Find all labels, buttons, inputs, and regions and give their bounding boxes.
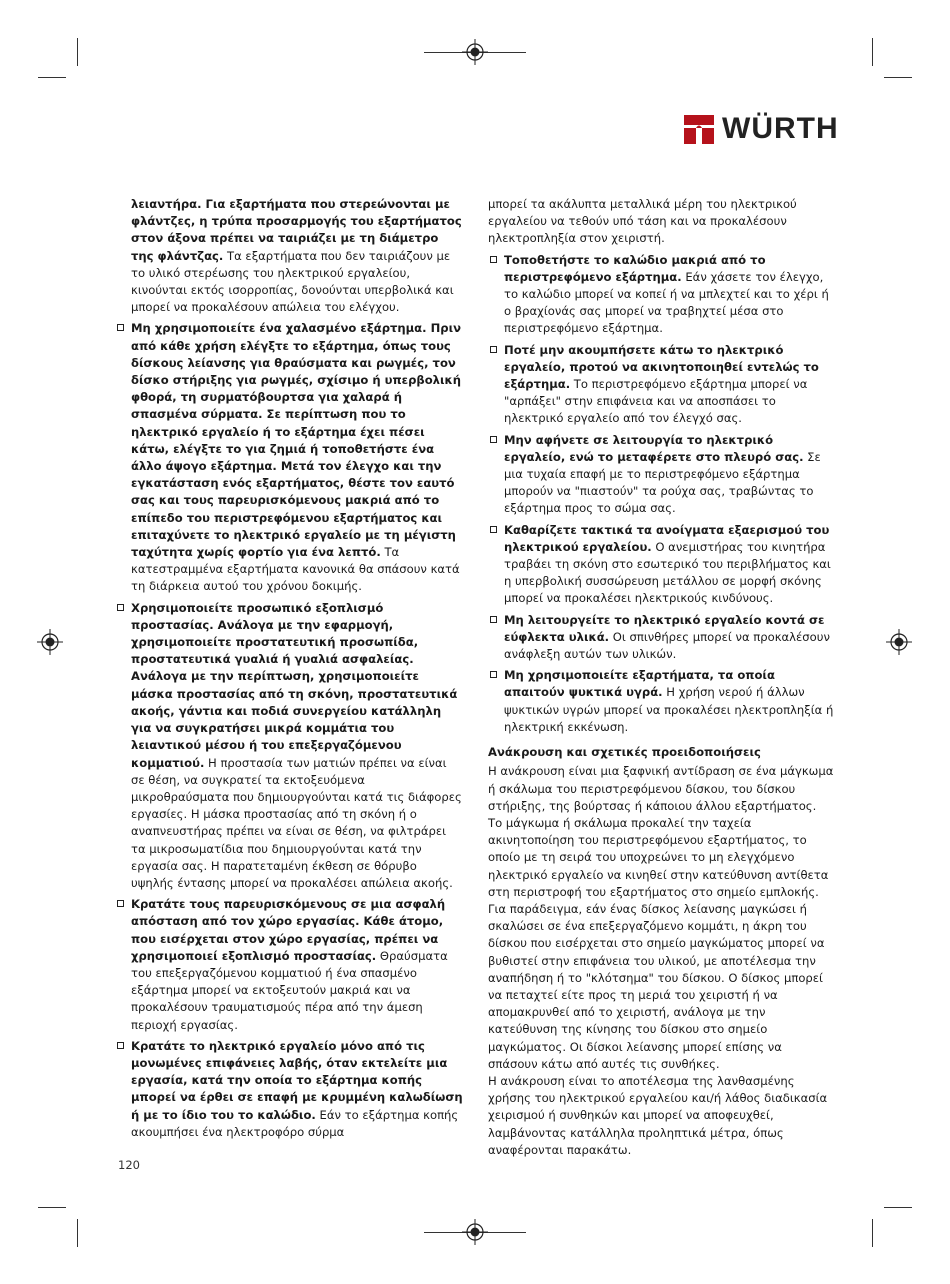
instruction-text: Θραύσματα του επεξεργαζόμενου κομματιού ή ένα σπασμένο εξάρτημα μπορεί να εκτοξευτούν μακριά και να προκαλέσουν τραυματισμούς πέρα από την άμεση περιοχή εργασίας. xyxy=(131,948,448,1032)
instruction-text: Τα κατεστραμμένα εξαρτήματα κανονικά θα σπάσουν κατά τη διάρκεια αυτού του χρόνου δοκιμής. xyxy=(131,545,460,594)
crop-mark xyxy=(77,38,78,66)
wurth-logo-icon xyxy=(682,111,716,147)
wurth-logo xyxy=(682,109,842,149)
left-column xyxy=(131,196,463,1145)
safety-instruction-item xyxy=(131,600,463,892)
wurth-logo-text: WÜRTH xyxy=(722,112,839,145)
page-number: 120 xyxy=(118,1158,140,1172)
instruction-bold-text: Χρησιμοποιείτε προσωπικό εξοπλισμό προστασίας. Ανάλογα με την εφαρμογή, χρησιμοποιείτε προστατευτική προσωπίδα, προστατευτικά γυαλιά ή γυαλιά ασφαλείας. Ανάλογα με την περίπτωση, χρησιμοποιείτε μάσκα προστασίας από τη σκόνη, προστατευτικά ακοής, γάντια και ποδιά συνεργείου κατάλληλη για να συγκρατήσει μικρά κομμάτια του λειαντικού μέσου ή του επεξεργαζόμενου κομματιού. xyxy=(131,600,458,770)
crop-mark xyxy=(884,77,912,78)
crop-mark xyxy=(38,1207,66,1208)
safety-instruction-item xyxy=(504,612,834,664)
instruction-bold-text: λειαντήρα. Για εξαρτήματα που στερεώνονται με φλάντζες, η τρύπα προσαρμογής του εξαρτήματος στον άξονα πρέπει να ταιριάζει με τη διάμετρο της φλάντζας. xyxy=(131,197,462,263)
crop-mark xyxy=(872,1219,873,1247)
instruction-bold-text: Κρατάτε το ηλεκτρικό εργαλείο μόνο από τις μονωμένες επιφάνειες λαβής, όταν εκτελείτε μια εργασία, κατά την οποία το εξάρτημα κοπής μπορεί να έρθει σε επαφή με κρυμμένη καλωδίωση ή με το ίδιο του το καλώδιο. xyxy=(131,1038,463,1122)
registration-target-icon xyxy=(462,39,488,65)
safety-instruction-item xyxy=(488,196,834,248)
instruction-text: Η προστασία των ματιών πρέπει να είναι σε θέση, να συγκρατεί τα εκτοξευόμενα μικροθραύσματα που δημιουργούνται κατά τις διάφορες εργασίες. Η μάσκα προστασίας από τη σκόνη ή ο αναπνευστήρας πρέπει να είναι σε θέση, να φιλτράρει τα μικροσωματίδια που δημιουργούνται κατά την εργασία σας. Η παρατεταμένη έκθεση σε θόρυβο υψηλής έντασης μπορεί να προκαλέσει απώλεια ακοής. xyxy=(131,755,462,890)
safety-instruction-item xyxy=(504,342,834,428)
safety-instruction-item xyxy=(131,196,463,316)
instruction-text: μπορεί τα ακάλυπτα μεταλλικά μέρη του ηλεκτρικού εργαλείου να τεθούν υπό τάση και να προκαλέσουν ηλεκτροπληξία στον χειριστή. xyxy=(488,197,797,246)
instruction-bold-text: Τοποθετήστε το καλώδιο μακριά από το περιστρεφόμενο εξάρτημα. xyxy=(504,252,766,284)
crop-mark xyxy=(884,1207,912,1208)
body-paragraph: Για παράδειγμα, εάν ένας δίσκος λείανσης μαγκώσει ή σκαλώσει σε ένα επεξεργαζόμενο κομμάτι, η άκρη του δίσκου που εισέρχεται στο σημείο μαγκώματος μπορεί να βυθιστεί στην επιφάνεια του υλικού, με αποτέλεσμα την αναπήδηση ή το "κλότσημα" του δίσκου. Ο δίσκος μπορεί να πεταχτεί είτε προς τη μεριά του χειριστή ή να απομακρυνθεί από το χειριστή, ανάλογα με την κατεύθυνση της κίνησης του δίσκου στο σημείο μαγκώματος. Οι δίσκοι λείανσης μπορεί επίσης να σπάσουν κάτω από αυτές τις συνθήκες. xyxy=(488,901,825,1071)
safety-instruction-item xyxy=(131,896,463,1034)
instruction-bold-text: Μη λειτουργείτε το ηλεκτρικό εργαλείο κοντά σε εύφλεκτα υλικά. xyxy=(504,612,825,644)
safety-instruction-item xyxy=(504,522,834,608)
right-column xyxy=(488,196,834,1159)
registration-target-icon xyxy=(462,1219,488,1245)
instruction-text: Η χρήση νερού ή άλλων ψυκτικών υγρών μπορεί να προκαλέσει ηλεκτροπληξία ή ηλεκτρική εκκένωση. xyxy=(504,685,834,734)
crop-mark xyxy=(77,1219,78,1247)
safety-instruction-item xyxy=(504,432,834,518)
right-column-items xyxy=(488,196,834,736)
instruction-bold-text: Ποτέ μην ακουμπήσετε κάτω το ηλεκτρικό εργαλείο, προτού να ακινητοποιηθεί εντελώς το εξάρτημα. xyxy=(504,342,819,392)
body-paragraph: Η ανάκρουση είναι μια ξαφνική αντίδραση σε ένα μάγκωμα ή σκάλωμα του περιστρεφόμενου δίσκου, του δίσκου στήριξης, της βούρτσας ή κάποιου άλλου εξαρτήματος. Το μάγκωμα ή σκάλωμα προκαλεί την ταχεία ακινητοποίηση του περιστρεφόμενου εξαρτήματος, το οποίο με τη σειρά του υποχρεώνει το μη ελεγχόμενο ηλεκτρικό εργαλείο να κινηθεί στην κατεύθυνση αντίθετα στη περιστροφή του εξαρτήματος στο σημείο εμπλοκής. xyxy=(488,764,834,899)
instruction-text: Ο ανεμιστήρας του κινητήρα τραβάει τη σκόνη στο εσωτερικό του περιβλήματος και η υπερβολική συσσώρευση μετάλλου σε μορφή σκόνης μπορεί να προκαλέσει ηλεκτρικούς κινδύνους. xyxy=(504,539,831,606)
instruction-bold-text: Κρατάτε τους παρευρισκόμενους σε μια ασφαλή απόσταση από τον χώρο εργασίας. Κάθε άτομο, που εισέρχεται στον χώρο εργασίας, πρέπει να χρησιμοποιεί εξοπλισμό προστασίας. xyxy=(131,897,446,963)
registration-target-icon xyxy=(886,629,912,655)
safety-instruction-item xyxy=(504,667,834,736)
registration-target-icon xyxy=(37,629,63,655)
instruction-bold-text: Μη χρησιμοποιείτε ένα χαλασμένο εξάρτημα. Πριν από κάθε χρήση ελέγξτε το εξάρτημα, όπως τους δίσκους λείανσης για θραύσματα και ρωγμές, τον δίσκο στήριξης για ρωγμές, σχίσιμο ή υπερβολική φθορά, τη συρματόβουρτσα για χαλαρά ή σπασμένα σύρματα. Σε περίπτωση που το ηλεκτρικό εργαλείο ή το εξάρτημα έχει πέσει κάτω, ελέγξτε το για ζημιά ή τοποθετήστε ένα άλλο άψογο εξάρτημα. Μετά τον έλεγχο και την εγκατάσταση ενός εξαρτήματος, θέστε τον εαυτό σας και τους παρευρισκόμενους μακριά από το επίπεδο του περιστρεφόμενου εξαρτήματος και επιταχύνετε το ηλεκτρικό εργαλείο με τη μέγιστη ταχύτητα χωρίς φορτίο για ένα λεπτό. xyxy=(131,321,462,560)
instruction-text: Οι σπινθήρες μπορεί να προκαλέσουν ανάφλεξη αυτών των υλικών. xyxy=(504,629,830,662)
safety-instruction-item xyxy=(504,252,834,338)
instruction-text: Σε μια τυχαία επαφή με το περιστρεφόμενο εξάρτημα μπορούν να "πιαστούν" τα ρούχα σας, τραβώντας το εξάρτημα προς το σώμα σας. xyxy=(504,449,821,516)
safety-instruction-item xyxy=(131,320,463,595)
body-paragraph: Η ανάκρουση είναι το αποτέλεσμα της λανθασμένης χρήσης του ηλεκτρικού εργαλείου και/ή λάθος διαδικασία χειρισμού ή συνθηκών και μπορεί να αποφευχθεί, λαμβάνοντας κατάλληλα προληπτικά μέτρα, όπως αναφέρονται παρακάτω. xyxy=(488,1073,828,1157)
section-heading: Ανάκρουση και σχετικές προειδοποιήσεις xyxy=(488,745,761,760)
instruction-bold-text: Καθαρίζετε τακτικά τα ανοίγματα εξαερισμού του ηλεκτρικού εργαλείου. xyxy=(504,522,830,554)
section-paragraphs xyxy=(488,763,834,1159)
instruction-text: Εάν χάσετε τον έλεγχο, το καλώδιο μπορεί να κοπεί ή να μπλεχτεί και το χέρι ή ο βραχίονάς σας μπορεί να τραβηχτεί μέσα στο περιστρεφόμενο εξάρτημα. xyxy=(504,269,829,336)
crop-mark xyxy=(38,77,66,78)
safety-instruction-item xyxy=(131,1038,463,1141)
crop-mark xyxy=(872,38,873,66)
instruction-text: Εάν το εξάρτημα κοπής ακουμπήσει ένα ηλεκτροφόρο σύρμα xyxy=(131,1107,459,1139)
instruction-text: Τα εξαρτήματα που δεν ταιριάζουν με το υλικό στερέωσης του ηλεκτρικού εργαλείου, κινούνται εκτός ισορροπίας, δονούνται υπερβολικά και μπορεί να προκαλέσουν απώλεια του ελέγχου. xyxy=(131,248,454,315)
instruction-bold-text: Μην αφήνετε σε λειτουργία το ηλεκτρικό εργαλείο, ενώ το μεταφέρετε στο πλευρό σας. xyxy=(504,432,804,464)
instruction-bold-text: Μη χρησιμοποιείτε εξαρτήματα, τα οποία απαιτούν ψυκτικά υγρά. xyxy=(504,668,775,700)
instruction-text: Το περιστρεφόμενο εξάρτημα μπορεί να "αρπάξει" στην επιφάνεια και να αποσπάσει το ηλεκτρικό εργαλείο από τον έλεγχό σας. xyxy=(504,377,808,426)
